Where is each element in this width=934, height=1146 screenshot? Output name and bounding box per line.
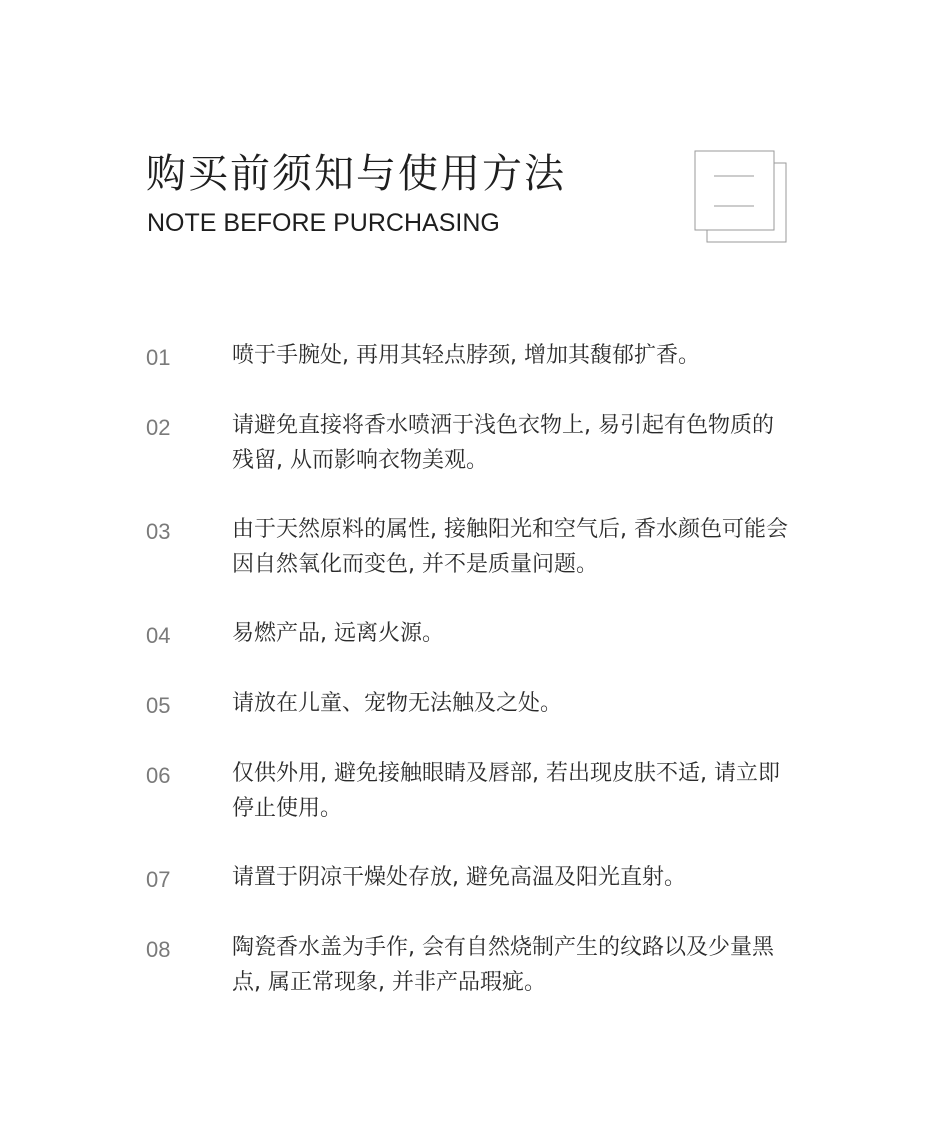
document-icon bbox=[694, 150, 788, 244]
note-text: 请置于阴凉干燥处存放, 避免高温及阳光直射。 bbox=[232, 865, 686, 890]
note-item bbox=[146, 408, 794, 478]
note-item bbox=[146, 512, 794, 582]
note-text: 请避免直接将香水喷洒于浅色衣物上, 易引起有色物质的残留, 从而影响衣物美观。 bbox=[232, 413, 774, 473]
note-text: 仅供外用, 避免接触眼睛及唇部, 若出现皮肤不适, 请立即停止使用。 bbox=[232, 761, 780, 821]
note-item bbox=[146, 616, 444, 653]
note-item bbox=[146, 930, 794, 1000]
note-number: 04 bbox=[146, 623, 171, 648]
page-title: 购买前须知与使用方法 bbox=[146, 151, 566, 197]
note-text: 喷于手腕处, 再用其轻点脖颈, 增加其馥郁扩香。 bbox=[232, 343, 700, 368]
note-number: 08 bbox=[146, 937, 171, 962]
note-item bbox=[146, 686, 562, 723]
note-number: 03 bbox=[146, 519, 171, 544]
note-number: 02 bbox=[146, 415, 171, 440]
note-number: 05 bbox=[146, 693, 171, 718]
note-number: 01 bbox=[146, 345, 171, 370]
page-subtitle: NOTE BEFORE PURCHASING bbox=[147, 209, 500, 237]
note-number: 06 bbox=[146, 763, 171, 788]
note-text: 陶瓷香水盖为手作, 会有自然烧制产生的纹路以及少量黑点, 属正常现象, 并非产品瑕疵。 bbox=[232, 935, 774, 995]
note-item bbox=[146, 860, 686, 897]
note-text: 由于天然原料的属性, 接触阳光和空气后, 香水颜色可能会因自然氧化而变色, 并不是质量问题。 bbox=[232, 517, 788, 577]
note-item bbox=[146, 756, 794, 826]
note-text: 请放在儿童、宠物无法触及之处。 bbox=[232, 691, 563, 716]
note-text: 易燃产品, 远离火源。 bbox=[232, 621, 444, 646]
note-number: 07 bbox=[146, 867, 171, 892]
page-header bbox=[146, 148, 566, 238]
note-item bbox=[146, 338, 700, 375]
